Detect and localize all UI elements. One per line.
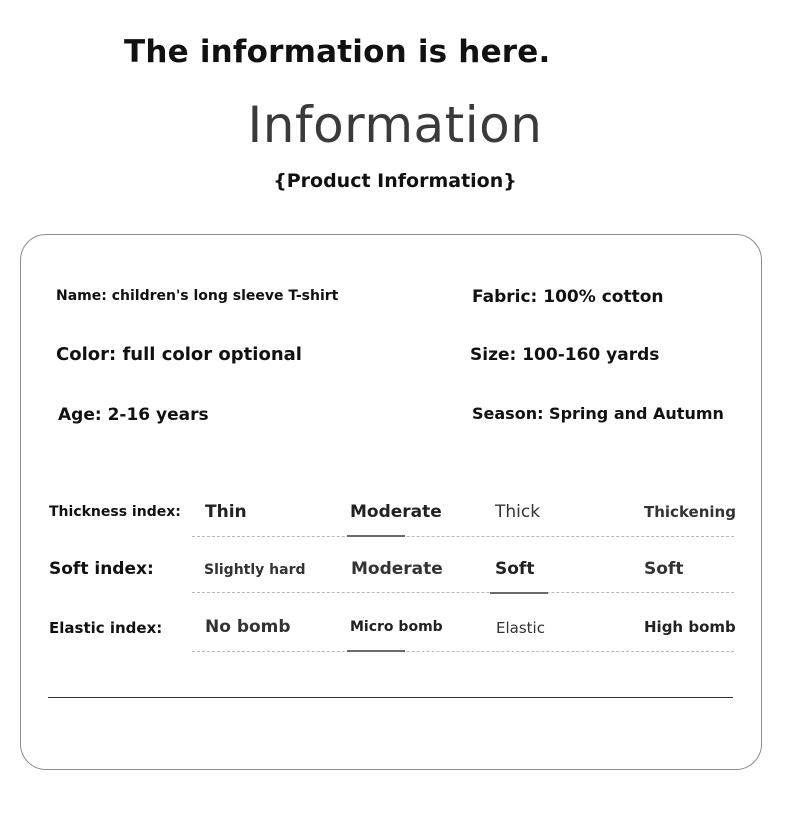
info-name: Name: children's long sleeve T-shirt (56, 288, 339, 304)
thickness-option-thickening: Thickening (644, 503, 736, 521)
soft-scale-line (192, 592, 734, 593)
info-fabric: Fabric: 100% cotton (472, 287, 664, 307)
info-size: Size: 100-160 yards (470, 345, 660, 365)
info-season: Season: Spring and Autumn (472, 404, 724, 423)
thickness-option-thick: Thick (495, 502, 541, 522)
elastic-option-high-bomb: High bomb (644, 618, 736, 636)
elastic-option-micro-bomb: Micro bomb (350, 619, 443, 635)
bottom-divider (48, 697, 733, 698)
info-color: Color: full color optional (56, 344, 302, 365)
soft-selected-marker (490, 592, 548, 594)
thickness-selected-marker (347, 535, 405, 537)
thickness-option-moderate: Moderate (350, 502, 442, 522)
elastic-selected-marker (347, 650, 405, 652)
headline: The information is here. (124, 34, 551, 70)
thickness-index-label: Thickness index: (49, 504, 181, 520)
elastic-index-label: Elastic index: (49, 619, 163, 637)
elastic-option-no-bomb: No bomb (205, 617, 291, 637)
soft-option-soft: Soft (495, 559, 535, 579)
soft-option-soft-2: Soft (644, 559, 684, 579)
thickness-option-thin: Thin (205, 502, 247, 522)
elastic-option-elastic: Elastic (496, 619, 545, 637)
elastic-scale-line (192, 651, 734, 652)
page-title: Information (247, 96, 543, 154)
info-age: Age: 2-16 years (58, 405, 209, 425)
soft-option-slightly-hard: Slightly hard (204, 562, 306, 578)
section-subtitle: {Product Information} (273, 170, 517, 192)
soft-index-label: Soft index: (49, 559, 154, 579)
thickness-scale-line (192, 536, 734, 537)
soft-option-moderate: Moderate (351, 559, 443, 579)
